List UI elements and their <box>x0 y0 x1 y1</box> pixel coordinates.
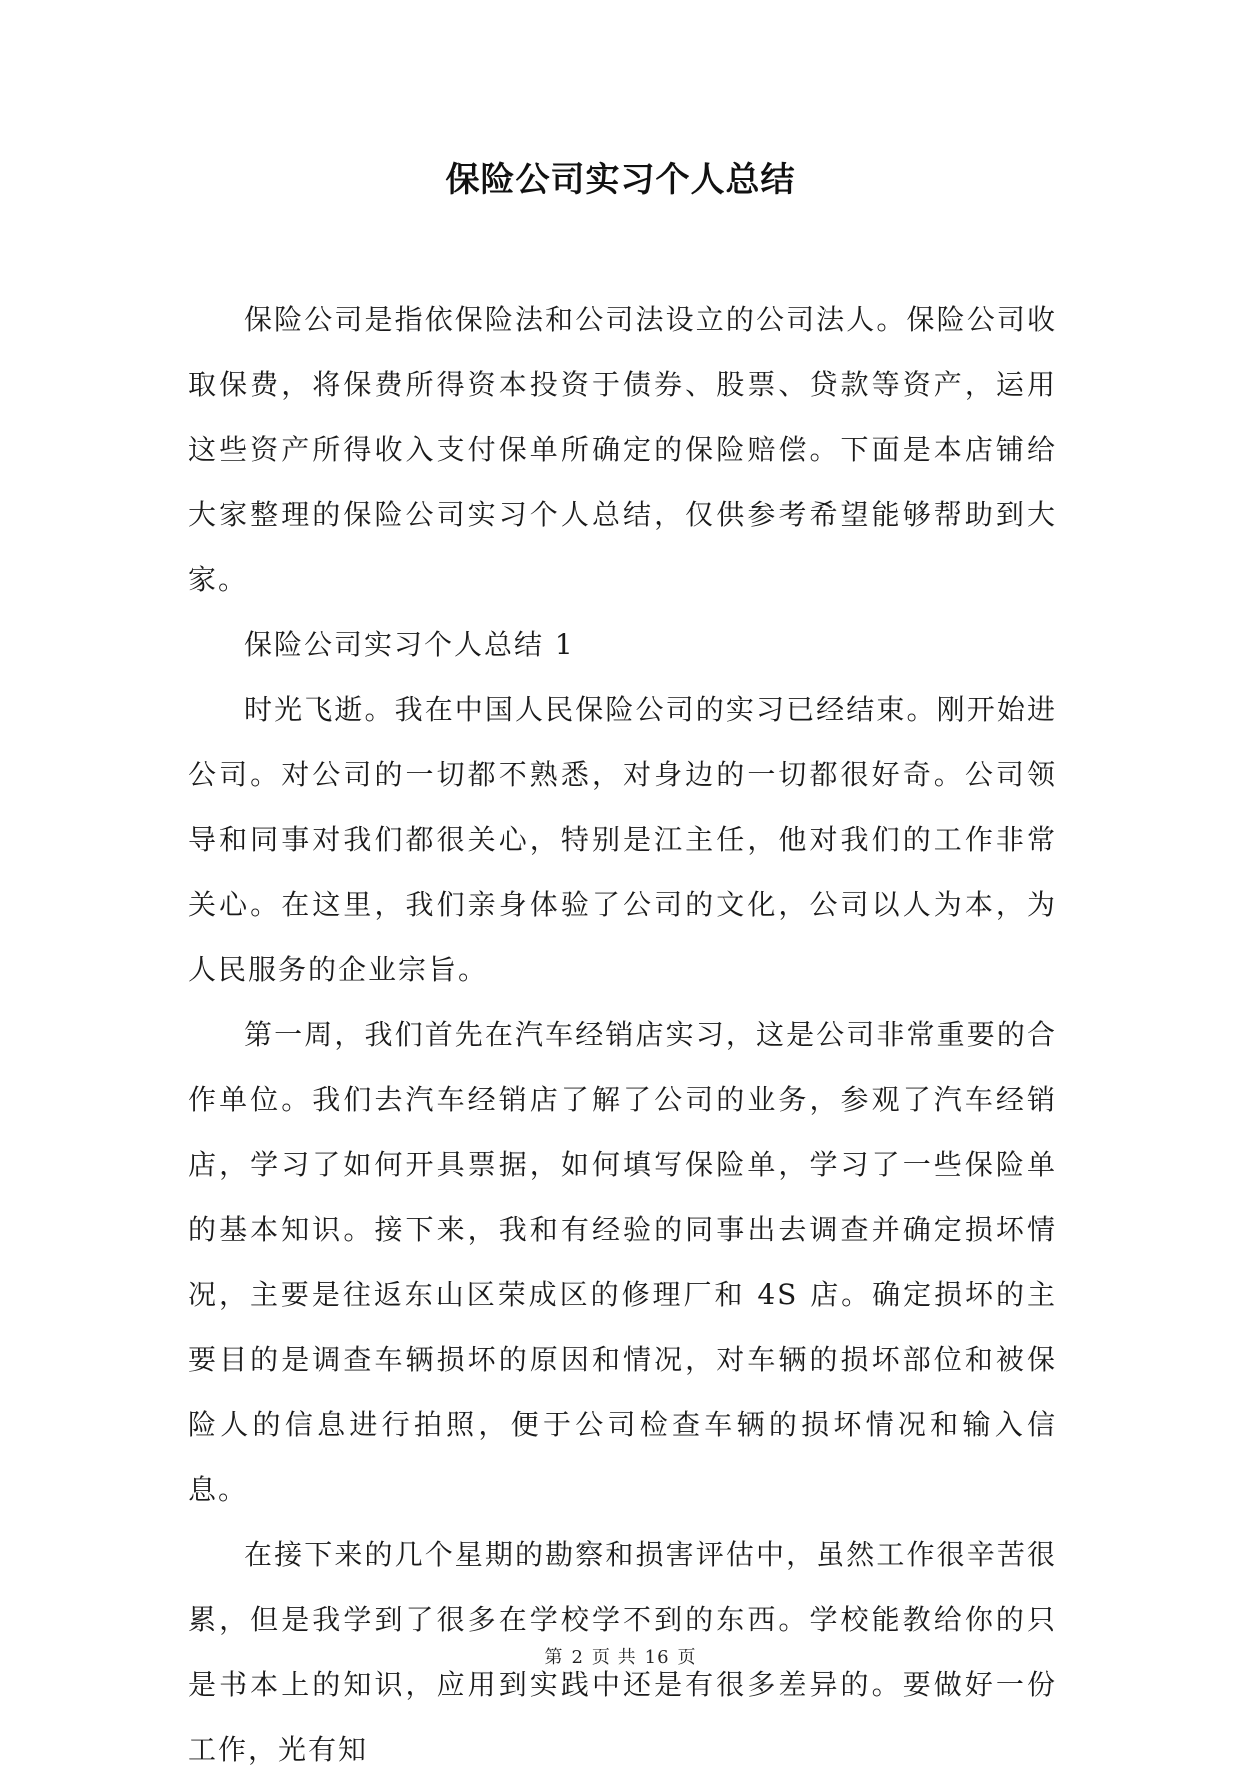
footer-suffix: 页 <box>677 1647 697 1668</box>
footer-total-pages: 16 <box>644 1647 670 1668</box>
document-title: 保险公司实习个人总结 <box>445 160 796 200</box>
paragraph-intro: 保险公司是指依保险法和公司法设立的公司法人。保险公司收取保费，将保费所得资本投资于债券、股票、贷款等资产，运用这些资产所得收入支付保单所确定的保险赔偿。下面是本店铺给大家整理的保险公司实习个人总结，仅供参考希望能够帮助到大家。 <box>188 303 1057 596</box>
footer-page-number: 2 <box>571 1647 584 1668</box>
paragraph-3: 在接下来的几个星期的勘察和损害评估中，虽然工作很辛苦很累，但是我学到了很多在学校学不到的东西。学校能教给你的只是书本上的知识，应用到实践中还是有很多差异的。要做好一份工作，光有知 <box>188 1538 1057 1766</box>
footer-middle: 页 共 <box>591 1647 637 1668</box>
footer-prefix: 第 <box>544 1647 564 1668</box>
page-footer <box>0 1646 1241 1670</box>
paragraph-2: 第一周，我们首先在汽车经销店实习，这是公司非常重要的合作单位。我们去汽车经销店了解了公司的业务，参观了汽车经销店，学习了如何开具票据，如何填写保险单，学习了一些保险单的基本知识。接下来，我和有经验的同事出去调查并确定损坏情况，主要是往返东山区荣成区的修理厂和 4S 店。确定损坏的主要目的是调查车辆损坏的原因和情况，对车辆的损坏部位和被保险人的信息进行拍照，便于公司检查车辆的损坏情况和输入信息。 <box>188 1018 1057 1506</box>
document-body <box>188 287 1057 1782</box>
paragraph-1: 时光飞逝。我在中国人民保险公司的实习已经结束。刚开始进公司。对公司的一切都不熟悉，对身边的一切都很好奇。公司领导和同事对我们都很关心，特别是江主任，他对我们的工作非常关心。在这里，我们亲身体验了公司的文化，公司以人为本，为人民服务的企业宗旨。 <box>188 693 1057 986</box>
section-heading: 保险公司实习个人总结 1 <box>244 628 575 661</box>
